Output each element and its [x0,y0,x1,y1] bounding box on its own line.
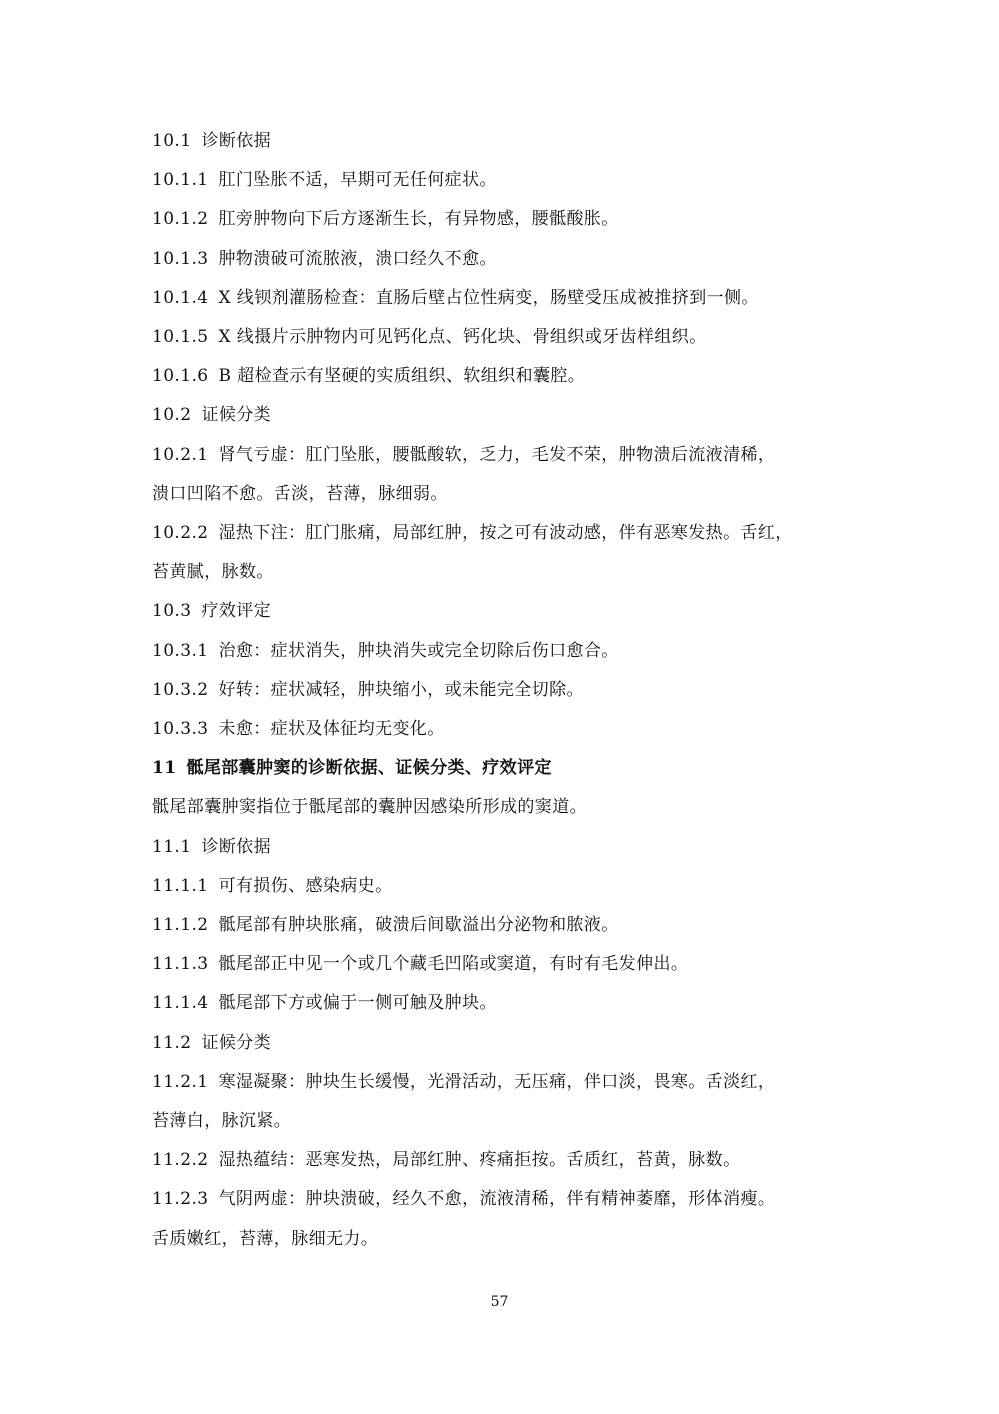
section-line-11-2-1 [152,1071,862,1093]
text-line [152,561,862,583]
section-number: 10.3.1 [152,640,209,661]
section-number: 10.1.6 [152,366,209,387]
section-line-11-2 [152,1032,862,1054]
section-number: 11.1.1 [152,875,209,896]
section-line-11 [152,757,862,779]
text-line [152,483,862,505]
section-line-11-1-1 [152,875,862,897]
line-text: 可有损伤、感染病史。 [218,875,393,896]
section-number: 10.3.3 [152,719,209,739]
section-line-10-1-4 [152,287,862,309]
section-line-10-1-2 [152,208,862,230]
section-line-10-1-3 [152,248,862,270]
line-text: 诊断依据 [201,131,272,151]
section-line-10-2 [152,404,862,426]
section-number: 11.1 [152,836,192,857]
line-text: 肛门坠胀不适，早期可无任何症状。 [218,170,497,191]
line-text: 证候分类 [201,1032,272,1053]
section-number: 10.3.2 [152,679,209,700]
section-number: 11.2 [152,1032,192,1053]
section-number: 10.1.4 [152,287,209,308]
text-line [152,1228,862,1250]
section-number: 10.1.1 [152,170,209,191]
text-line [152,1110,862,1132]
section-line-10-2-1 [152,444,862,466]
line-text: 湿热下注：肛门胀痛，局部红肿，按之可有波动感，伴有恶寒发热。舌红， [218,523,793,543]
section-line-11-1-3 [152,953,862,975]
section-line-11-1-2 [152,914,862,936]
section-line-10-1-5 [152,326,862,348]
line-text: 诊断依据 [201,836,272,857]
section-line-11-2-2 [152,1149,862,1171]
section-number: 10.2.2 [152,523,209,543]
section-number: 11.2.2 [152,1150,209,1171]
line-text: 疗效评定 [201,601,272,622]
line-text: 苔薄白，脉沉紧。 [152,1111,292,1131]
section-number: 10.1 [152,131,192,151]
line-text: 舌质嫩红，苔薄，脉细无力。 [152,1228,379,1249]
line-text: 证候分类 [201,405,272,426]
section-line-11-2-3 [152,1188,862,1210]
section-line-10-2-2 [152,522,862,544]
section-number: 11 [152,758,177,779]
section-line-11-1 [152,836,862,858]
section-number: 11.1.4 [152,993,209,1014]
line-text: 肿物溃破可流脓液，溃口经久不愈。 [218,248,497,269]
section-line-10-3-1 [152,640,862,662]
section-number: 10.1.3 [152,248,209,269]
section-number: 11.1.3 [152,954,209,975]
section-number: 10.1.2 [152,209,209,230]
line-text: 骶尾部下方或偏于一侧可触及肿块。 [218,993,497,1014]
line-text: 骶尾部有肿块胀痛，破溃后间歇溢出分泌物和脓液。 [218,915,619,935]
line-text: 肛旁肿物向下后方逐渐生长，有异物感，腰骶酸胀。 [218,209,619,230]
section-line-10-1-6 [152,365,862,387]
section-number: 10.1.5 [152,327,209,347]
section-number: 11.2.1 [152,1071,209,1092]
line-text: 未愈：症状及体征均无变化。 [218,719,445,739]
section-number: 10.2 [152,405,192,426]
line-text: 寒湿凝聚：肿块生长缓慢，光滑活动，无压痛，伴口淡，畏寒。舌淡红， [218,1071,776,1092]
line-text: 湿热蕴结：恶寒发热，局部红肿、疼痛拒按。舌质红，苔黄，脉数。 [218,1150,741,1171]
page-number: 57 [490,1294,509,1310]
section-number: 11.1.2 [152,915,209,935]
line-text: X 线钡剂灌肠检查：直肠后壁占位性病变，肠壁受压成被推挤到一侧。 [218,287,759,308]
line-text: 肾气亏虚：肛门坠胀，腰骶酸软，乏力，毛发不荣，肿物溃后流液清稀， [218,444,776,465]
section-line-10-1-1 [152,169,862,191]
section-line-10-3 [152,600,862,622]
section-line-10-1 [152,130,862,152]
line-text: 骶尾部囊肿窦指位于骶尾部的囊肿因感染所形成的窦道。 [152,797,587,818]
section-number: 11.2.3 [152,1189,209,1210]
section-number: 10.2.1 [152,444,209,465]
line-text: 好转：症状减轻，肿块缩小，或未能完全切除。 [218,679,584,700]
line-text: 气阴两虚：肿块溃破，经久不愈，流液清稀，伴有精神萎靡，形体消瘦。 [218,1189,776,1210]
line-text: 苔黄腻，脉数。 [152,562,274,583]
section-line-10-3-2 [152,679,862,701]
section-line-10-3-3 [152,718,862,740]
line-text: 溃口凹陷不愈。舌淡，苔薄，脉细弱。 [152,483,448,504]
section-number: 10.3 [152,601,192,622]
section-line-11-1-4 [152,992,862,1014]
line-text: 骶尾部囊肿窦的诊断依据、证候分类、疗效评定 [186,758,552,779]
text-line [152,796,862,818]
line-text: 骶尾部正中见一个或几个藏毛凹陷或窦道，有时有毛发伸出。 [218,954,689,975]
line-text: 治愈：症状消失，肿块消失或完全切除后伤口愈合。 [218,640,619,661]
line-text: B 超检查示有坚硬的实质组织、软组织和囊腔。 [218,366,586,387]
line-text: X 线摄片示肿物内可见钙化点、钙化块、骨组织或牙齿样组织。 [218,327,707,347]
